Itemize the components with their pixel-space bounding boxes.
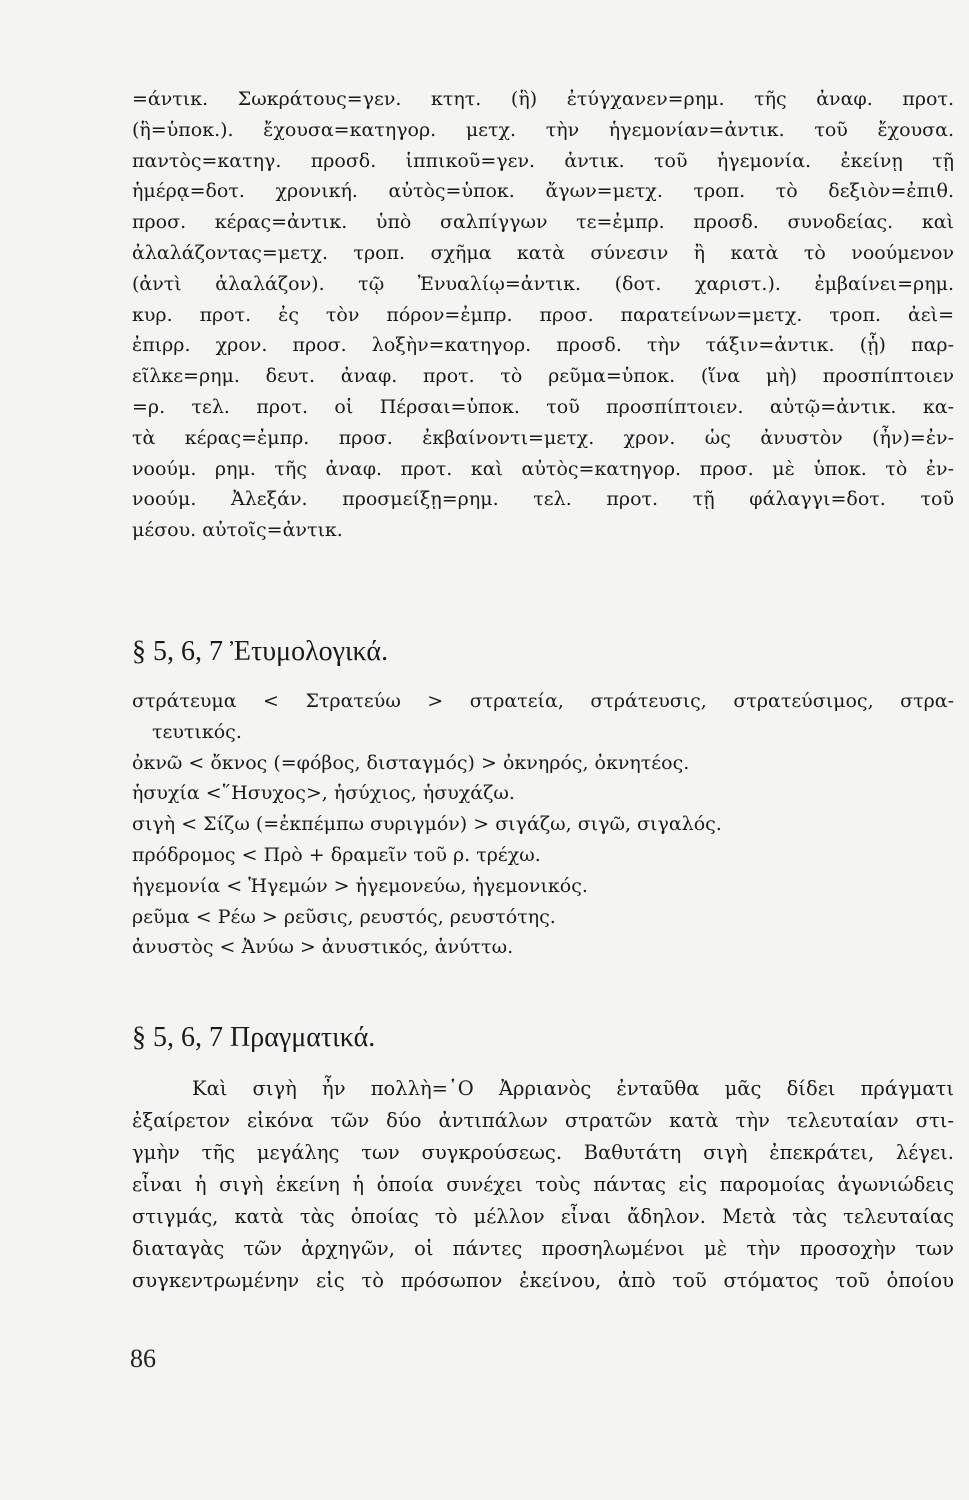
analysis-line: προσ. κέρας=ἀντικ. ὑπὸ σαλπίγγων τε=ἐμπρ. προσδ. συνοδείας. καὶ <box>132 211 954 234</box>
analysis-line: ἀλαλάζοντας=μετχ. τροπ. σχῆμα κατὰ σύνεσιν ἢ κατὰ τὸ νοούμενον <box>132 241 954 264</box>
pragmatika-section <box>132 1073 954 1297</box>
analysis-line: (ἀντὶ ἀλαλάζον). τῷ Ἐνυαλίῳ=ἀντικ. (δοτ. χαριστ.). ἐμβαίνει=ρημ. <box>132 272 954 295</box>
etymology-line: σιγὴ < Σίζω (=ἐκπέμπω συριγμόν) > σιγάζω, σιγῶ, σιγαλός. <box>132 813 722 836</box>
analysis-section <box>132 84 954 546</box>
etymology-section <box>132 686 954 963</box>
analysis-line: ἐπιρρ. χρον. προσ. λοξὴν=κατηγορ. προσδ. τὴν τάξιν=ἀντικ. (ᾗ) παρ- <box>132 334 954 357</box>
etymology-line: ρεῦμα < Ρέω > ρεῦσις, ρευστός, ρευστότης. <box>132 905 556 928</box>
etymology-line: ἀνυστὸς < Ἀνύω > ἀνυστικός, ἀνύττω. <box>132 936 514 959</box>
analysis-line: νοούμ. ρημ. τῆς ἀναφ. προτ. καὶ αὐτὸς=κατηγορ. προσ. μὲ ὑποκ. τὸ ἐν- <box>132 457 954 480</box>
pragmatika-heading: § 5, 6, 7 Πραγματικά. <box>132 1022 376 1053</box>
analysis-line: παντὸς=κατηγ. προσδ. ἱππικοῦ=γεν. ἀντικ. τοῦ ἡγεμονία. ἐκείνῃ τῇ <box>132 149 954 172</box>
pragmatika-line: Καὶ σιγὴ ἦν πολλὴ=῾Ο Ἀρριανὸς ἐνταῦθα μᾶς δίδει πράγματι <box>192 1077 954 1100</box>
analysis-line: νοούμ. Ἀλεξάν. προσμείξῃ=ρημ. τελ. προτ. τῇ φάλαγγι=δοτ. τοῦ <box>132 488 954 511</box>
analysis-line: ἡμέρᾳ=δοτ. χρονική. αὐτὸς=ὑποκ. ἄγων=μετχ. τροπ. τὸ δεξιὸν=ἐπιθ. <box>132 180 954 203</box>
analysis-line: (ἣ=ὑποκ.). ἔχουσα=κατηγορ. μετχ. τὴν ἡγεμονίαν=ἀντικ. τοῦ ἔχουσα. <box>132 118 954 141</box>
pragmatika-line: στιγμάς, κατὰ τὰς ὁποίας τὸ μέλλον εἶναι ἄδηλον. Μετὰ τὰς τελευταίας <box>132 1205 954 1228</box>
analysis-line: κυρ. προτ. ἐς τὸν πόρον=ἐμπρ. προσ. παρατείνων=μετχ. τροπ. ἀεὶ= <box>132 303 954 326</box>
etymology-line: ὀκνῶ < ὄκνος (=φόβος, δισταγμός) > ὀκνηρός, ὀκνητέος. <box>132 751 690 774</box>
etymology-line: πρόδρομος < Πρὸ + δραμεῖν τοῦ ρ. τρέχω. <box>132 843 541 866</box>
etymology-line: στράτευμα < Στρατεύω > στρατεία, στράτευσις, στρατεύσιμος, στρα- <box>132 690 954 712</box>
etymology-line: τευτικός. <box>152 720 242 743</box>
analysis-line: =ρ. τελ. προτ. οἱ Πέρσαι=ὑποκ. τοῦ προσπίπτοιεν. αὐτῷ=ἀντικ. κα- <box>132 395 954 418</box>
page-number: 86 <box>130 1344 156 1373</box>
pragmatika-line: γμὴν τῆς μεγάλης των συγκρούσεως. Βαθυτάτη σιγὴ ἐπεκράτει, λέγει. <box>132 1141 954 1164</box>
etymology-line: ἡσυχία <῞Ησυχος>, ἡσύχιος, ἡσυχάζω. <box>132 782 515 805</box>
etymology-line: ἡγεμονία < Ἡγεμών > ἡγεμονεύω, ἡγεμονικός. <box>132 874 588 897</box>
pragmatika-line: συγκεντρωμένην εἰς τὸ πρόσωπον ἐκείνου, ἀπὸ τοῦ στόματος τοῦ ὁποίου <box>132 1269 954 1292</box>
analysis-line: =άντικ. Σωκράτους=γεν. κτητ. (ἣ) ἐτύγχανεν=ρημ. τῆς ἀναφ. προτ. <box>132 88 954 110</box>
pragmatika-line: εἶναι ἡ σιγὴ ἐκείνη ἡ ὁποία συνέχει τοὺς πάντας εἰς παρομοίας ἀγωνιώδεις <box>132 1173 954 1196</box>
analysis-line: τὰ κέρας=ἐμπρ. προσ. ἐκβαίνοντι=μετχ. χρον. ὡς ἀνυστὸν (ἦν)=ἐν- <box>132 426 954 449</box>
analysis-line: μέσου. αὐτοῖς=ἀντικ. <box>132 519 343 542</box>
pragmatika-line: ἐξαίρετον εἰκόνα τῶν δύο ἀντιπάλων στρατῶν κατὰ τὴν τελευταίαν στι- <box>132 1109 954 1132</box>
etymology-heading: § 5, 6, 7 Ἐτυμολογικά. <box>132 636 389 667</box>
analysis-line: εῖλκε=ρημ. δευτ. ἀναφ. προτ. τὸ ρεῦμα=ὑποκ. (ἵνα μὴ) προσπίπτοιεν <box>132 365 954 388</box>
pragmatika-line: διαταγὰς τῶν ἀρχηγῶν, οἱ πάντες προσηλωμένοι μὲ τὴν προσοχὴν των <box>132 1237 954 1260</box>
